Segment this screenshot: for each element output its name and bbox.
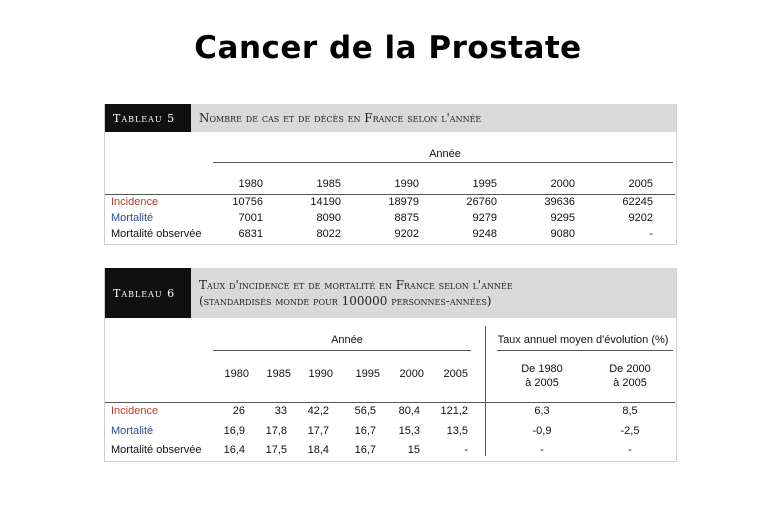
table-6-evol-cell: 8,5 xyxy=(622,405,638,417)
table-5-header xyxy=(105,104,676,132)
table-6-row-label: Incidence xyxy=(111,405,159,417)
table-5 xyxy=(104,104,677,245)
table-5-cell: 7001 xyxy=(238,212,263,224)
table-6-cell: 18,4 xyxy=(307,444,329,456)
table-6-tag: Tableau 6 xyxy=(105,268,191,318)
table-6 xyxy=(104,268,677,462)
table-6-evol-cell: -0,9 xyxy=(532,425,552,437)
table-5-group-header: Année xyxy=(429,148,461,160)
table-6-cell: 17,5 xyxy=(265,444,287,456)
table-5-row-label: Mortalité observée xyxy=(111,228,202,240)
table-6-cell: 80,4 xyxy=(398,405,420,417)
table-6-header-rule xyxy=(105,402,675,403)
table-5-cell: 9248 xyxy=(472,228,497,240)
table-6-evol-rule xyxy=(497,350,673,351)
table-6-cell: 26 xyxy=(232,405,245,417)
table-6-caption-line2: (standardisés monde pour 100000 personnes-années) xyxy=(199,294,492,308)
table-6-year: 2000 xyxy=(399,368,424,380)
table-6-evol-cell: - xyxy=(540,444,544,456)
table-5-year: 1995 xyxy=(472,178,497,190)
table-6-cell: 15 xyxy=(407,444,420,456)
table-5-year: 1985 xyxy=(316,178,341,190)
table-5-cell: 9080 xyxy=(550,228,575,240)
table-5-tag: Tableau 5 xyxy=(105,104,191,132)
table-6-caption xyxy=(191,268,521,318)
table-6-evol-cell: -2,5 xyxy=(620,425,640,437)
table-6-group-header: Année xyxy=(331,334,363,346)
table-6-evol-cell: - xyxy=(628,444,632,456)
table-6-group-rule xyxy=(213,350,471,351)
table-5-row-label: Mortalité xyxy=(111,212,154,224)
table-6-header xyxy=(105,268,676,318)
table-6-cell: 16,7 xyxy=(354,444,376,456)
table-6-cell: 121,2 xyxy=(440,405,468,417)
slide-title: Cancer de la Prostate xyxy=(194,30,582,66)
table-5-group-rule xyxy=(213,162,673,163)
table-6-evol-col-2-line1: De 2000 xyxy=(609,363,651,375)
table-6-year: 1980 xyxy=(224,368,249,380)
table-6-cell: - xyxy=(464,444,468,456)
table-6-evol-col-2 xyxy=(595,362,665,390)
table-6-evol-col-1 xyxy=(507,362,577,390)
table-6-row-label: Mortalité xyxy=(111,425,154,437)
table-5-cell: 18979 xyxy=(388,196,419,208)
table-6-evol-col-1-line1: De 1980 xyxy=(521,363,563,375)
table-5-year: 2005 xyxy=(628,178,653,190)
table-5-cell: 14190 xyxy=(310,196,341,208)
table-5-cell: 8090 xyxy=(316,212,341,224)
table-5-cell: 6831 xyxy=(238,228,263,240)
table-6-evol-cell: 6,3 xyxy=(534,405,550,417)
table-5-cell: 9295 xyxy=(550,212,575,224)
table-6-cell: 13,5 xyxy=(446,425,468,437)
table-6-evol-header: Taux annuel moyen d'évolution (%) xyxy=(497,334,669,346)
table-5-cell: 8022 xyxy=(316,228,341,240)
table-5-cell: 9202 xyxy=(628,212,653,224)
table-6-cell: 16,4 xyxy=(223,444,245,456)
table-5-cell: 26760 xyxy=(466,196,497,208)
table-6-cell: 17,7 xyxy=(307,425,329,437)
table-6-year: 1990 xyxy=(308,368,333,380)
table-5-cell: 62245 xyxy=(622,196,653,208)
table-6-caption-line1: Taux d'incidence et de mortalité en France selon l'année xyxy=(199,278,513,292)
table-5-year: 2000 xyxy=(550,178,575,190)
table-6-cell: 16,7 xyxy=(354,425,376,437)
table-6-cell: 42,2 xyxy=(307,405,329,417)
table-6-cell: 17,8 xyxy=(265,425,287,437)
table-6-evol-col-1-line2: à 2005 xyxy=(525,377,559,389)
table-6-year: 2005 xyxy=(443,368,468,380)
table-5-cell: 9279 xyxy=(472,212,497,224)
table-5-row-label: Incidence xyxy=(111,196,159,208)
table-5-year: 1990 xyxy=(394,178,419,190)
table-6-evol-col-2-line2: à 2005 xyxy=(613,377,647,389)
table-5-cell: - xyxy=(649,228,653,240)
table-6-cell: 56,5 xyxy=(354,405,376,417)
table-5-header-rule xyxy=(105,194,675,195)
table-6-column-divider xyxy=(485,326,486,456)
table-5-year: 1980 xyxy=(238,178,263,190)
table-6-year: 1985 xyxy=(266,368,291,380)
table-5-cell: 9202 xyxy=(394,228,419,240)
table-6-cell: 15,3 xyxy=(398,425,420,437)
table-6-row-label: Mortalité observée xyxy=(111,444,202,456)
table-6-cell: 16,9 xyxy=(223,425,245,437)
table-6-year: 1995 xyxy=(355,368,380,380)
table-5-cell: 8875 xyxy=(394,212,419,224)
table-6-cell: 33 xyxy=(274,405,287,417)
table-5-caption: Nombre de cas et de décès en France selon l'année xyxy=(199,111,482,125)
table-5-cell: 39636 xyxy=(544,196,575,208)
table-5-cell: 10756 xyxy=(232,196,263,208)
